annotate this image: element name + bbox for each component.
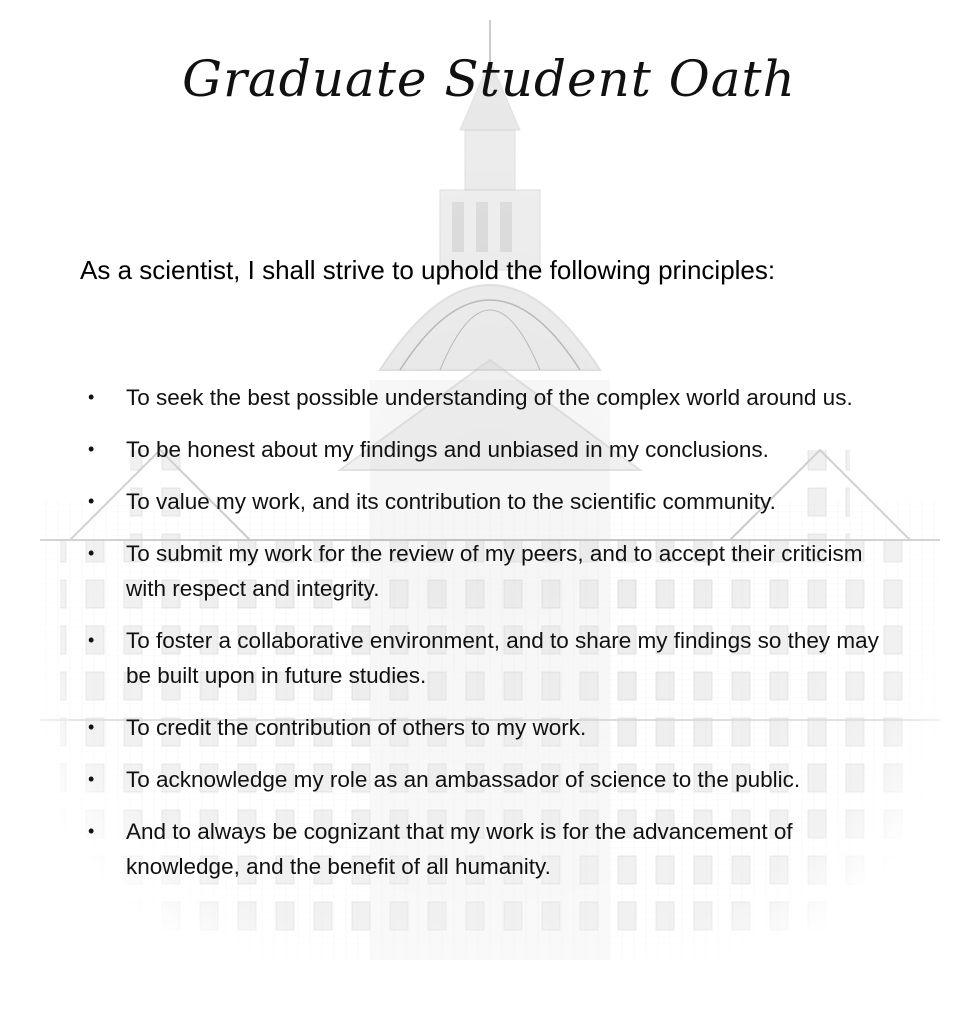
list-item [88,762,898,797]
principle-text: To value my work, and its contribution to the scientific community. [126,489,776,514]
list-item [88,536,898,606]
list-item [88,432,898,467]
list-item [88,380,898,415]
principle-text: To credit the contribution of others to my work. [126,715,587,740]
bullet-icon: • [88,439,95,459]
bullet-icon: • [88,717,95,737]
lead-sentence: As a scientist, I shall strive to uphold the following principles: [80,255,776,285]
principle-text: To submit my work for the review of my peers, and to accept their criticism with respect and integrity. [126,541,863,601]
bullet-icon: • [88,630,95,650]
bullet-icon: • [88,491,95,511]
list-item [88,484,898,519]
principle-text: To foster a collaborative environment, and to share my findings so they may be built upon in future studies. [126,628,879,688]
list-item [88,710,898,745]
bullet-icon: • [88,821,95,841]
principle-text: To be honest about my findings and unbiased in my conclusions. [126,437,769,462]
bullet-icon: • [88,769,95,789]
principle-text: And to always be cognizant that my work is for the advancement of knowledge, and the benefit of all humanity. [126,819,793,879]
bullet-icon: • [88,543,95,563]
bullet-icon: • [88,387,95,407]
list-item [88,623,898,693]
principle-text: To acknowledge my role as an ambassador of science to the public. [126,767,801,792]
principle-text: To seek the best possible understanding of the complex world around us. [126,385,853,410]
principles-list [88,380,898,901]
list-item [88,814,898,884]
document-title: Graduate Student Oath [182,50,796,108]
